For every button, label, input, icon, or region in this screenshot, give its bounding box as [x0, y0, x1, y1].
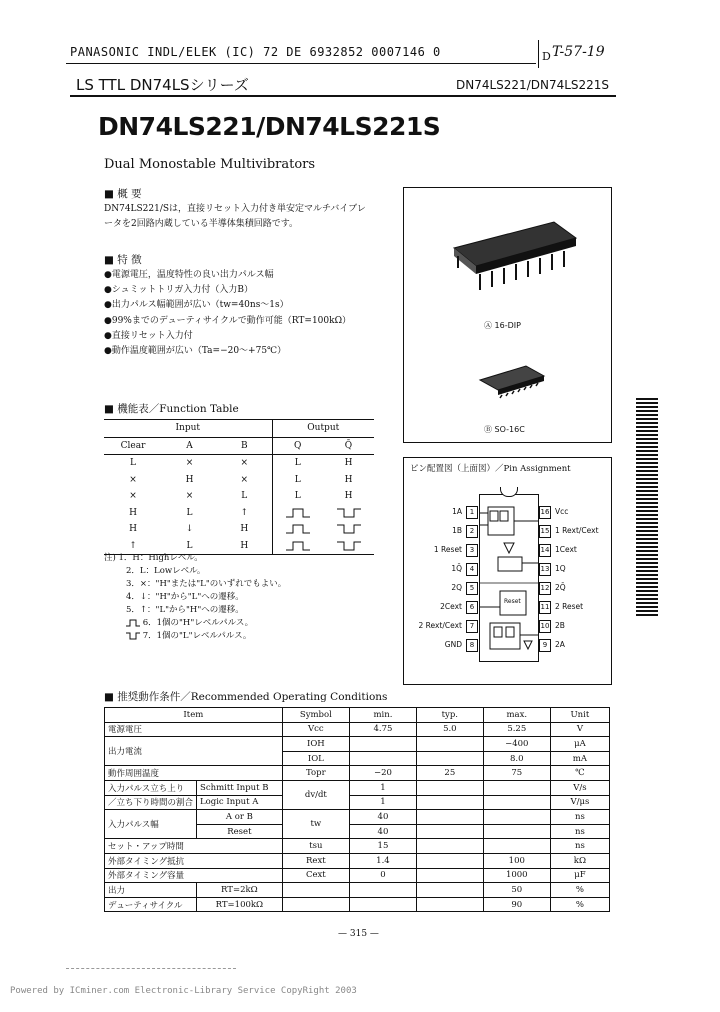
series-label: LS TTL DN74LSシリーズ: [76, 76, 249, 94]
high-pulse-icon: [286, 524, 310, 534]
cell: 4.75: [349, 722, 416, 737]
cell: 1.4: [349, 853, 416, 868]
cell: ns: [550, 824, 609, 839]
cell: IOL: [282, 751, 349, 766]
cell: 1000: [483, 868, 550, 883]
cell: H: [185, 474, 194, 485]
pin-number: 13: [539, 563, 551, 576]
note-line: 2．L：Lowレベル。: [126, 566, 206, 576]
feature-item: ●動作温度範囲が広い（Ta=−20～+75℃）: [104, 346, 287, 357]
cell: V/μs: [550, 795, 609, 810]
cell: μF: [550, 868, 609, 883]
cell: ↓: [185, 524, 194, 535]
overview-text: [104, 202, 366, 232]
col-q: Q: [272, 437, 323, 455]
cell: ×: [240, 474, 249, 485]
pin-number: 3: [466, 544, 478, 557]
cell: 15: [349, 839, 416, 854]
pin-assignment-title: ピン配置図（上面図）／Pin Assignment: [410, 464, 571, 474]
pin-number: 16: [539, 506, 551, 519]
low-pulse-icon: [337, 541, 361, 551]
cell: ×: [129, 491, 137, 502]
input-group-header: Input: [104, 420, 272, 438]
pin-label: 2 Reset: [555, 602, 584, 611]
cell: L: [186, 507, 193, 518]
pin-number: 5: [466, 582, 478, 595]
function-table: [104, 419, 374, 555]
pin-row: [404, 563, 480, 577]
pin-number: 10: [539, 620, 551, 633]
header-code: T-57-19: [552, 44, 605, 60]
cell: ×: [185, 458, 194, 469]
note-line: 5．↑："L"から"H"への遷移。: [126, 605, 244, 615]
col-item: Item: [105, 708, 283, 723]
cell: V: [550, 722, 609, 737]
cell: μA: [550, 737, 609, 752]
cell: L: [241, 491, 248, 502]
cell: [416, 737, 483, 752]
cell: 5.0: [416, 722, 483, 737]
cell: 入力パルス幅: [105, 810, 197, 839]
col-unit: Unit: [550, 708, 609, 723]
pin-number: 14: [539, 544, 551, 557]
table-row: [104, 521, 374, 538]
overview-line-1: DN74LS221/Sは，直接リセット入力付き単安定マルチバイブレ: [104, 204, 366, 214]
pin-number: 2: [466, 525, 478, 538]
pin-label: 2Cext: [440, 602, 462, 611]
note-line: 7．1個の"L"レベルパルス。: [142, 631, 252, 641]
cell: 電源電圧: [105, 722, 283, 737]
feature-item: ●電源電圧，温度特性の良い出力パルス幅: [104, 270, 274, 280]
pin-label: 2Q: [451, 583, 462, 592]
col-clear: Clear: [104, 437, 162, 455]
high-pulse-icon: [286, 508, 310, 518]
table-row: [105, 868, 610, 883]
pin-number: 7: [466, 620, 478, 633]
cell: ns: [550, 839, 609, 854]
output-group-header: Output: [272, 420, 374, 438]
features-list: [104, 268, 351, 359]
pin-row: [404, 582, 480, 596]
cell: デューティサイクル: [105, 897, 197, 912]
table-row: [105, 897, 610, 912]
cell: [416, 751, 483, 766]
cell: Vcc: [282, 722, 349, 737]
cell: −20: [349, 766, 416, 781]
pin-label: 2 Rext/Cext: [418, 621, 462, 630]
footer-text: Powered by ICminer.com Electronic-Library Service CopyRight 2003: [10, 986, 357, 996]
cell: Topr: [282, 766, 349, 781]
sop-label: Ⓑ SO-16C: [484, 425, 525, 434]
bottom-dashes: [66, 968, 236, 969]
pin-number: 15: [539, 525, 551, 538]
pin-label: 2Q̄: [555, 583, 566, 592]
pin-number: 1: [466, 506, 478, 519]
cell: 出力: [105, 883, 197, 898]
pin-row: [404, 601, 480, 615]
notes: [104, 552, 286, 643]
cell: Rext: [282, 853, 349, 868]
table-row: [105, 766, 610, 781]
cell: RT=2kΩ: [197, 883, 283, 898]
ic-internal-schematic: [480, 495, 538, 661]
cell: Cext: [282, 868, 349, 883]
col-symbol: Symbol: [282, 708, 349, 723]
cell: H: [240, 524, 249, 535]
pin-label: Vcc: [555, 507, 569, 516]
table-row: [105, 780, 610, 795]
note-line: 3．×："H"または"L"のいずれでもよい。: [126, 579, 287, 589]
cell: 50: [483, 883, 550, 898]
pin-number: 11: [539, 601, 551, 614]
pin-label: 2B: [555, 621, 565, 630]
conditions-heading: ■ 推奨動作条件／Recommended Operating Conditions: [104, 691, 388, 703]
pin-label: 1B: [452, 526, 462, 535]
cell: ↑: [240, 507, 249, 518]
cell: kΩ: [550, 853, 609, 868]
cell: 40: [349, 810, 416, 825]
pin-label: 1 Reset: [433, 545, 462, 554]
header-stamp: PANASONIC INDL/ELEK (IC) 72 DE 6932852 0007146 0: [70, 45, 441, 59]
cell: mA: [550, 751, 609, 766]
cell: Reset: [197, 824, 283, 839]
conditions-table: [104, 707, 610, 912]
pin-row: [537, 525, 611, 539]
pin-row: [537, 582, 611, 596]
pin-row: [537, 620, 611, 634]
cell: 入力パルス立ち上り: [105, 780, 197, 795]
overview-heading: ■ 概 要: [104, 188, 142, 200]
cell: H: [344, 474, 353, 485]
features-heading: ■ 特 徴: [104, 254, 142, 266]
pin-row: [537, 506, 611, 520]
cell: tsu: [282, 839, 349, 854]
cell: L: [272, 472, 323, 489]
dip-package-image: [444, 208, 584, 298]
cell: H: [129, 524, 137, 535]
sop-package-image: [474, 360, 554, 400]
cell: 出力電流: [105, 737, 283, 766]
pin-label: 2A: [555, 640, 565, 649]
pin-row: [404, 544, 480, 558]
cell: L: [130, 458, 136, 469]
edge-scan-mark: [636, 398, 658, 618]
low-pulse-icon: [337, 508, 361, 518]
cell: 90: [483, 897, 550, 912]
table-row: [105, 810, 610, 825]
table-row: [105, 853, 610, 868]
col-max: max.: [483, 708, 550, 723]
high-pulse-icon: [126, 619, 140, 627]
table-row: [104, 505, 374, 522]
feature-item: ●直接リセット入力付: [104, 330, 193, 341]
col-qbar: Q̄: [323, 437, 374, 455]
page-number: — 315 —: [338, 929, 379, 939]
table-row: [104, 472, 374, 489]
cell: H: [344, 491, 353, 502]
cell: V/s: [550, 780, 609, 795]
col-min: min.: [349, 708, 416, 723]
cell: tw: [282, 810, 349, 839]
note-line: 6．1個の"H"レベルパルス。: [142, 618, 254, 628]
cell: 動作周囲温度: [105, 766, 283, 781]
low-pulse-icon: [337, 524, 361, 534]
feature-item: ●99%までのデューティサイクルで動作可能（RT=100kΩ）: [104, 315, 352, 326]
overview-line-2: ータを2回路内蔵している半導体集積回路です。: [104, 219, 299, 230]
table-row: [105, 839, 610, 854]
cell: %: [550, 883, 609, 898]
cell: 1: [349, 780, 416, 795]
cell: ×: [240, 458, 249, 469]
table-row: [105, 883, 610, 898]
function-table-heading: ■ 機能表／Function Table: [104, 403, 239, 415]
cell: ℃: [550, 766, 609, 781]
cell: RT=100kΩ: [197, 897, 283, 912]
note-line: 4．↓："H"から"L"への遷移。: [126, 592, 244, 602]
cell: L: [272, 455, 323, 472]
cell: 25: [416, 766, 483, 781]
cell: 外部タイミング抵抗: [105, 853, 283, 868]
cell: ↑: [129, 540, 137, 551]
header-code-prefix: D: [542, 50, 551, 63]
pin-assignment-box: [403, 457, 612, 685]
col-typ: typ.: [416, 708, 483, 723]
cell: ／立ち下り時間の割合: [105, 795, 197, 810]
cell: H: [129, 507, 137, 518]
cell: Schmitt Input B: [197, 780, 283, 795]
pin-label: 1Cext: [555, 545, 577, 554]
pin-label: GND: [444, 640, 462, 649]
pin-number: 6: [466, 601, 478, 614]
cell: ×: [185, 491, 194, 502]
cell: dv/dt: [282, 780, 349, 809]
cell: 5.25: [483, 722, 550, 737]
pin-row: [404, 525, 480, 539]
pin-row: [537, 639, 611, 653]
col-a: A: [162, 437, 217, 455]
pin-row: [404, 506, 480, 520]
cell: −400: [483, 737, 550, 752]
col-b: B: [217, 437, 272, 455]
pin-label: 1Q: [555, 564, 566, 573]
pin-row: [537, 544, 611, 558]
cell: ns: [550, 810, 609, 825]
cell: [349, 751, 416, 766]
header-rule: [70, 95, 616, 97]
pin-row: [404, 620, 480, 634]
feature-item: ●シュミットトリガ入力付（入力B）: [104, 285, 254, 296]
note-line: 注) 1．H：Highレベル。: [104, 553, 203, 563]
package-box: [403, 187, 612, 443]
cell: Logic Input A: [197, 795, 283, 810]
feature-item: ●出力パルス幅範囲が広い（tw=40ns～1s）: [104, 300, 289, 311]
table-row: [104, 455, 374, 472]
ic-body: [479, 494, 539, 662]
pin-row: [404, 639, 480, 653]
dip-label: Ⓐ 16-DIP: [484, 321, 521, 330]
header-part-right: DN74LS221/DN74LS221S: [456, 78, 610, 92]
cell: セット・アップ時間: [105, 839, 283, 854]
cell: L: [272, 488, 323, 505]
cell: 75: [483, 766, 550, 781]
pin-number: 4: [466, 563, 478, 576]
cell: H: [240, 540, 249, 551]
pin-row: [537, 601, 611, 615]
pin-label: 1 Rext/Cext: [555, 526, 599, 535]
pin-number: 12: [539, 582, 551, 595]
cell: 外部タイミング容量: [105, 868, 283, 883]
low-pulse-icon: [126, 632, 140, 640]
cell: 40: [349, 824, 416, 839]
header-code-box: [538, 40, 618, 68]
pin-number: 8: [466, 639, 478, 652]
cell: 0: [349, 868, 416, 883]
high-pulse-icon: [286, 541, 310, 551]
cell: 8.0: [483, 751, 550, 766]
cell: 1: [349, 795, 416, 810]
pin-label: 1A: [452, 507, 462, 516]
cell: H: [344, 458, 353, 469]
header-stamp-underline: [66, 63, 536, 64]
page-title: DN74LS221/DN74LS221S: [98, 112, 441, 141]
ic-block-label: Reset: [504, 598, 521, 605]
cell: IOH: [282, 737, 349, 752]
cell: [349, 737, 416, 752]
cell: ×: [129, 474, 137, 485]
cell: %: [550, 897, 609, 912]
pin-row: [537, 563, 611, 577]
cell: A or B: [197, 810, 283, 825]
subtitle: Dual Monostable Multivibrators: [104, 157, 316, 172]
pin-label: 1Q̄: [451, 564, 462, 573]
table-row: [105, 722, 610, 737]
table-row: [105, 737, 610, 752]
pin-number: 9: [539, 639, 551, 652]
table-row: [104, 488, 374, 505]
cell: L: [186, 540, 193, 551]
cell: 100: [483, 853, 550, 868]
table-row: [105, 795, 610, 810]
